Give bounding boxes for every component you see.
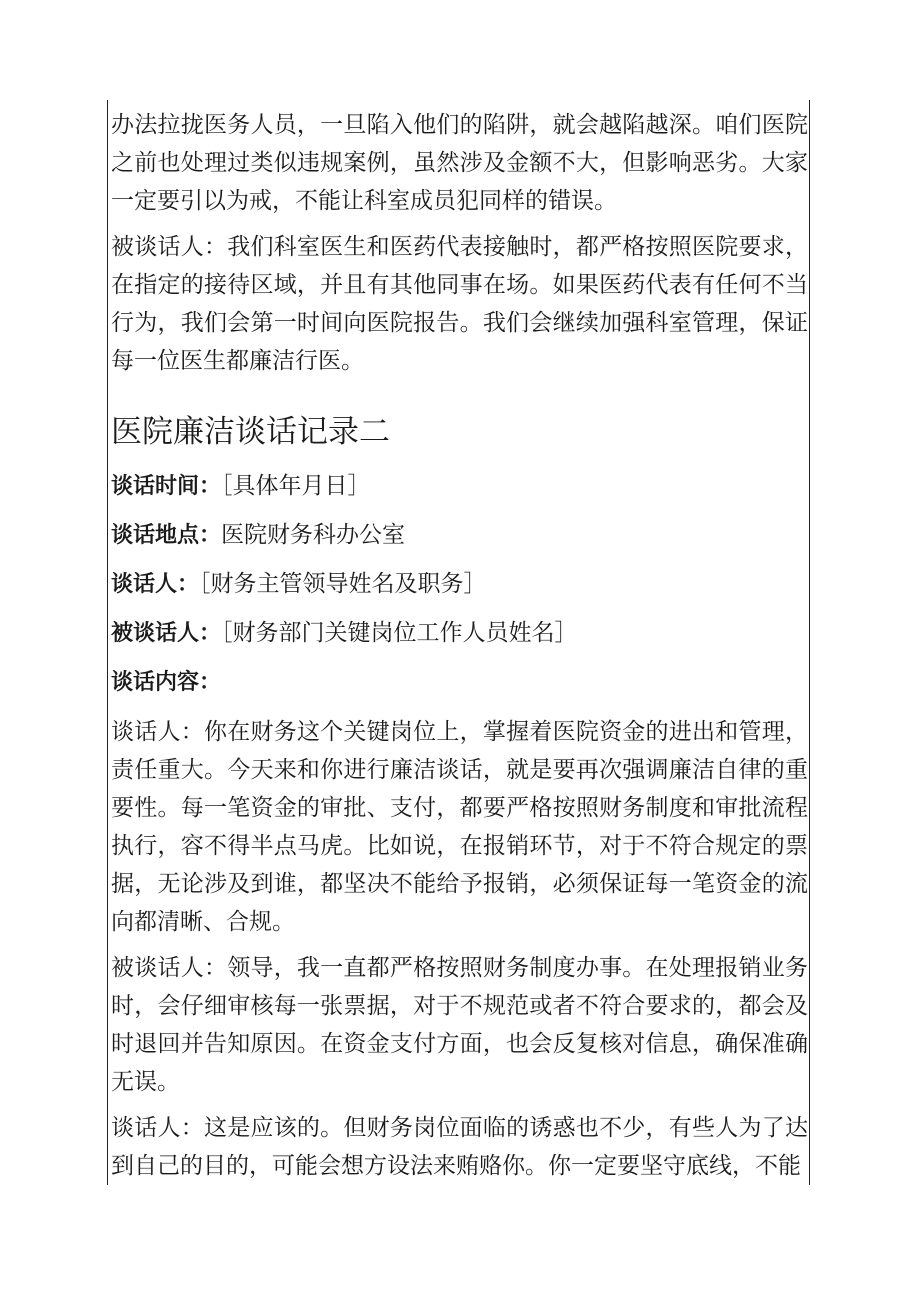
field-content [111, 658, 808, 707]
field-interviewee-label: 被谈话人： [111, 621, 222, 646]
document-body [111, 106, 808, 1185]
section-title: 医院廉洁谈话记录二 [111, 414, 390, 450]
dialogue-speaker-2: 谈话人：这是应该的。但财务岗位面临的诱惑也不少，有些人为了达到自己的目的，可能会想方设法来贿赂你。你一定要坚守底线，不能 [111, 1115, 808, 1179]
field-place [111, 511, 808, 560]
field-content-label: 谈话内容： [111, 670, 222, 695]
dialogue-speaker-1: 谈话人：你在财务这个关键岗位上，掌握着医院资金的进出和管理，责任重大。今天来和你进行廉洁谈话，就是要再次强调廉洁自律的重要性。每一笔资金的审批、支付，都要严格按照财务制度和审批流程执行，容不得半点马虎。比如说，在报销环节，对于不符合规定的票据，无论涉及到谁，都坚决不能给予报销，必须保证每一笔资金的流向都清晰、合规。 [111, 719, 808, 935]
field-speaker-value: ［财务主管领导姓名及职务］ [199, 571, 487, 597]
field-place-label: 谈话地点： [111, 523, 222, 548]
field-time-label: 谈话时间： [111, 474, 222, 499]
field-interviewee [111, 609, 808, 658]
field-speaker-label: 谈话人： [111, 572, 200, 597]
field-interviewee-value: ［财务部门关键岗位工作人员姓名］ [221, 620, 578, 646]
field-time [111, 462, 808, 511]
field-time-value: ［具体年月日］ [221, 473, 371, 499]
paragraph-interviewee-reply: 被谈话人：我们科室医生和医药代表接触时，都严格按照医院要求，在指定的接待区域，并且有其他同事在场。如果医药代表有任何不当行为，我们会第一时间向医院报告。我们会继续加强科室管理，保证每一位医生都廉洁行医。 [111, 234, 808, 374]
dialogue-interviewee-1: 被谈话人：领导，我一直都严格按照财务制度办事。在处理报销业务时，会仔细审核每一张票据，对于不规范或者不符合要求的，都会及时退回并告知原因。在资金支付方面，也会反复核对信息，确保准确无误。 [111, 955, 808, 1095]
paragraph-continuation: 办法拉拢医务人员，一旦陷入他们的陷阱，就会越陷越深。咱们医院之前也处理过类似违规案例，虽然涉及金额不大，但影响恶劣。大家一定要引以为戒，不能让科室成员犯同样的错误。 [111, 112, 808, 214]
field-speaker [111, 560, 808, 609]
field-place-value: 医院财务科办公室 [221, 522, 406, 548]
